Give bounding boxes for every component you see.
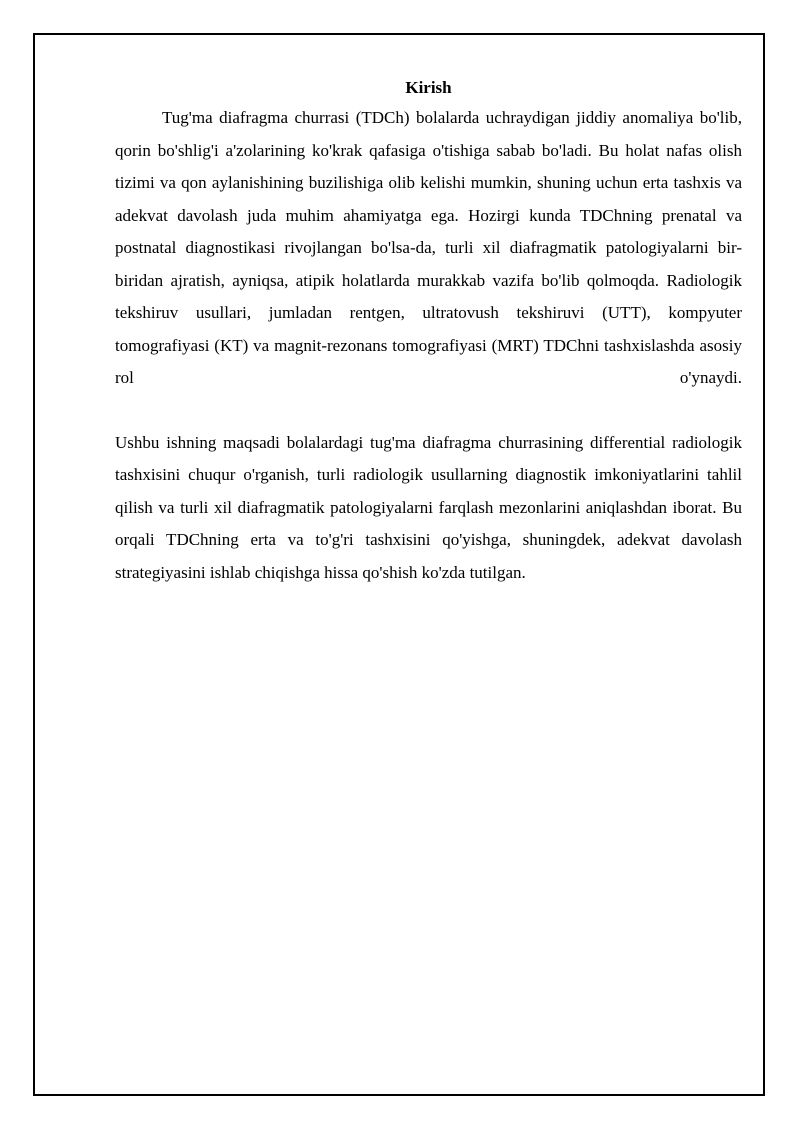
document-body	[115, 76, 742, 589]
page-title: Kirish	[405, 78, 452, 97]
paragraph-intro: Tug'ma diafragma churrasi (TDCh) bolalarda uchraydigan jiddiy anomaliya bo'lib, qorin bo'shlig'i a'zolarining ko'krak qafasiga o'tishiga sabab bo'ladi. Bu holat nafas olish tizimi va qon aylanishining buzilishiga olib kelishi mumkin, shuning uchun erta tashxis va adekvat davolash juda muhim ahamiyatga ega. Hozirgi kunda TDChning prenatal va postnatal diagnostikasi rivojlangan bo'lsa-da, turli xil diafragmatik patologiyalarni bir-biridan ajratish, ayniqsa, atipik holatlarda murakkab vazifa bo'lib qolmoqda. Radiologik tekshiruv usullari, jumladan rentgen, ultratovush tekshiruvi (UTT), kompyuter tomografiyasi (KT) va magnit-rezonans tomografiyasi (MRT) TDChni tashxislashda asosiy rol o'ynaydi.	[115, 108, 742, 387]
paragraph-aim: Ushbu ishning maqsadi bolalardagi tug'ma diafragma churrasining differential radiologik tashxisini chuqur o'rganish, turli radiologik usullarning diagnostik imkoniyatlarini tahlil qilish va turli xil diafragmatik patologiyalarni farqlash mezonlarini aniqlashdan iborat. Bu orqali TDChning erta va to'g'ri tashxisini qo'yishga, shuningdek, adekvat davolash strategiyasini ishlab chiqishga hissa qo'shish ko'zda tutilgan.	[115, 432, 742, 582]
